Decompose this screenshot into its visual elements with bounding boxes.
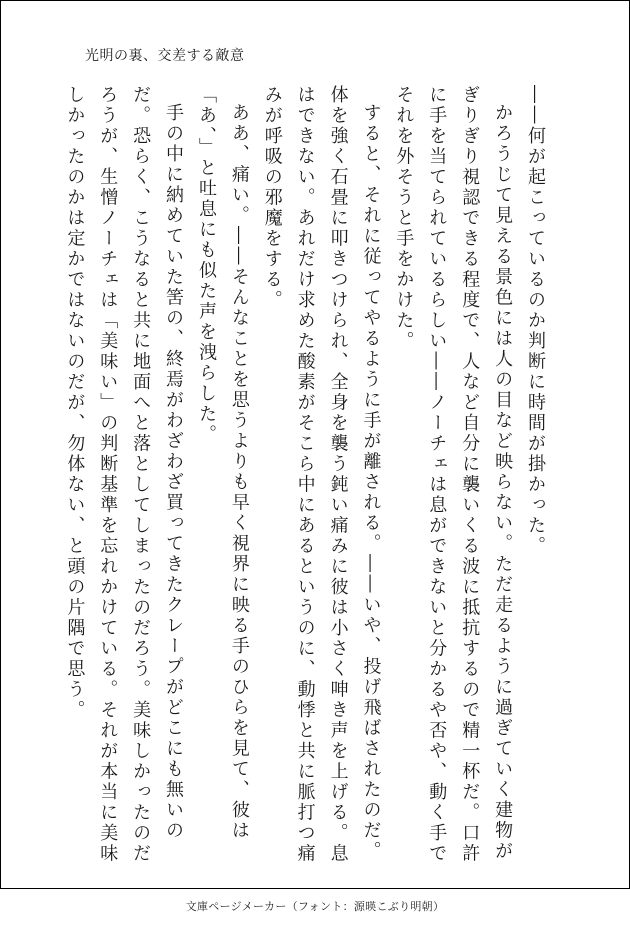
paragraph: すると、それに従ってやるように手が離される。――いや、投げ飛ばされたのだ。体を強く石畳に叩きつけられ、全身を襲う鈍い痛みに彼は小さく呻き声を上げる。息はできない。あれだけ求めた酸素がそこら中にあるというのに、動悸と共に脈打つ痛みが呼吸の邪魔をする。 [261, 85, 382, 864]
paragraph: ――何が起こっているのか判断に時間が掛かった。 [525, 85, 546, 557]
paragraph: かろうじて見える景色には人の目など映らない。ただ走るように過ぎていく建物がぎりぎり視認できる程度で、人など自分に襲いくる波に抵抗するので精一杯だ。口許に手を当てられているらしい――ノーチェは息ができないと分かるや否や、動く手でそれを外そうと手をかけた。 [393, 85, 514, 864]
generator-credit-footer: 文庫ページメーカー（フォント：源暎こぶり明朝） [185, 900, 445, 913]
paragraph: ああ、痛い。――そんなことを思うよりも早く視界に映る手のひらを見て、彼は「あ、」と吐息にも似た声を洩らした。 [195, 85, 250, 841]
paragraph: 手の中に納めていた筈の、終焉がわざわざ買ってきたクレープがどこにも無いのだ。恐らく、こうなると共に地面へと落としてしまったのだろう。美味しかったのだろうが、生憎ノーチェは「美味い」の判断基準を忘れかけている。それが本当に美味しかったのかは定かではないのだが、勿体ない、と頭の片隅で思う。 [64, 85, 185, 864]
running-head-title: 光明の裏、交差する敵意 [85, 48, 245, 64]
vertical-body-text [64, 85, 551, 865]
